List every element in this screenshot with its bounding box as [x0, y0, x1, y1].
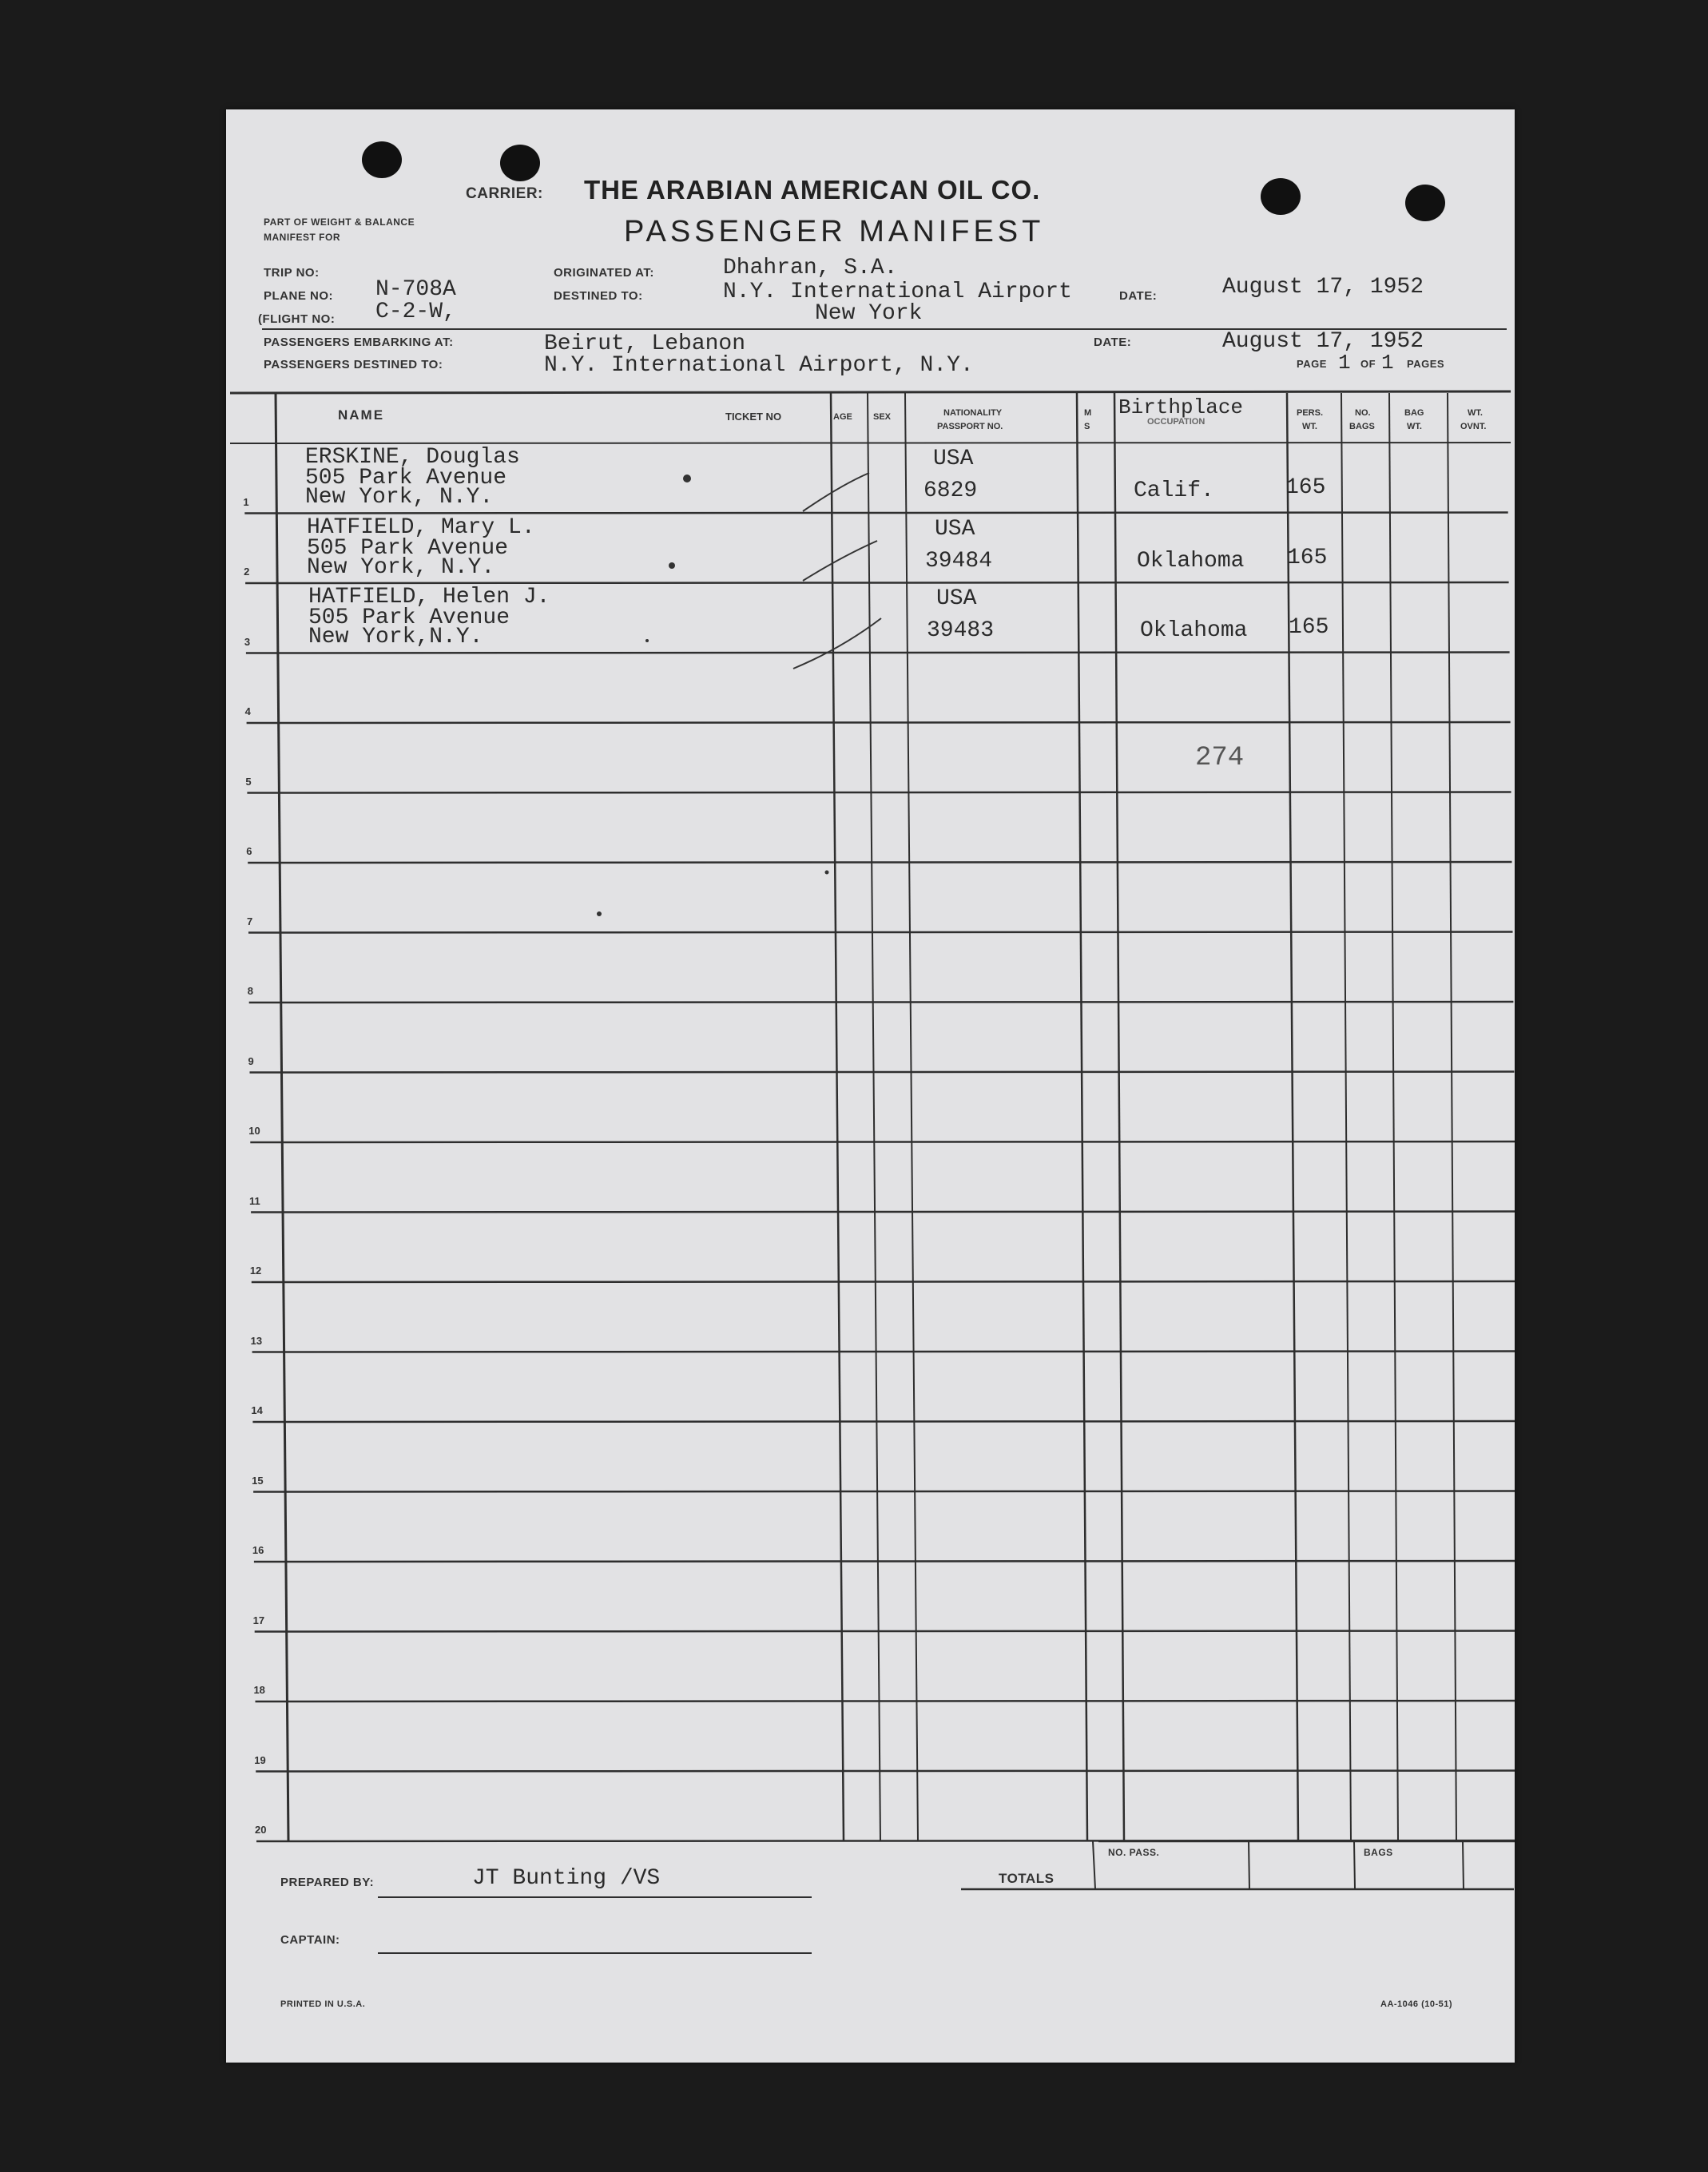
col-bag-wt: WT.	[1407, 422, 1422, 431]
row-number: 3	[244, 635, 251, 648]
carrier-label: CARRIER:	[466, 185, 543, 202]
col-no: NO.	[1355, 408, 1371, 418]
row-number: 13	[250, 1334, 263, 1347]
flight-label: (FLIGHT NO:	[258, 312, 336, 326]
row-number: 5	[245, 775, 252, 788]
plane-value: N-708A	[375, 277, 456, 302]
row-divider	[252, 1281, 1515, 1282]
passenger-name: HATFIELD, Helen J.	[308, 585, 550, 610]
col-occupation: OCCUPATION	[1147, 417, 1206, 427]
passenger-birthplace: Calif.	[1134, 478, 1214, 503]
passenger-address-2: New York, N.Y.	[307, 554, 495, 580]
plane-label: PLANE NO:	[264, 289, 333, 303]
col-passport: PASSPORT NO.	[937, 422, 1003, 431]
pages-label: PAGES	[1407, 358, 1445, 370]
prepared-value: JT Bunting /VS	[472, 1866, 661, 1891]
page-value: 1	[1338, 351, 1351, 375]
passenger-passport: 39484	[925, 548, 993, 574]
totals-label: TOTALS	[999, 1871, 1055, 1886]
passenger-address-2: New York,N.Y.	[308, 625, 483, 649]
part-of-label: PART OF WEIGHT & BALANCE	[264, 216, 415, 228]
destined-value: N.Y. International Airport	[723, 280, 1072, 304]
row-number: 16	[252, 1544, 264, 1556]
page-label: PAGE	[1297, 358, 1327, 370]
passenger-weight: 165	[1285, 475, 1326, 500]
row-number: 9	[248, 1054, 254, 1067]
no-pass-label: NO. PASS.	[1108, 1847, 1160, 1858]
col-bag: BAG	[1404, 408, 1424, 418]
row-number: 1	[243, 495, 249, 508]
col-ovnt: OVNT.	[1460, 422, 1487, 431]
embarking-label: PASSENGERS EMBARKING AT:	[264, 336, 454, 349]
passenger-weight: 165	[1289, 615, 1329, 640]
manifest-sheet	[226, 109, 1515, 2063]
passenger-nationality: USA	[933, 447, 974, 471]
passenger-weight: 165	[1287, 545, 1328, 570]
row-divider	[255, 1631, 1515, 1632]
col-ms-s: S	[1084, 422, 1090, 431]
row-divider	[256, 1771, 1515, 1772]
row-number: 15	[252, 1474, 264, 1487]
passenger-nationality: USA	[936, 586, 977, 611]
page-title: PASSENGER MANIFEST	[624, 215, 1045, 248]
col-pers: PERS.	[1297, 408, 1324, 418]
col-pers-wt: WT.	[1302, 422, 1317, 431]
row-divider	[254, 1561, 1515, 1562]
col-sex: SEX	[873, 412, 892, 422]
pdestined-value: N.Y. International Airport, N.Y.	[544, 353, 974, 378]
row-divider	[252, 1421, 1515, 1422]
row-divider	[251, 1212, 1515, 1213]
col-name: NAME	[338, 407, 385, 423]
col-ticket: TICKET NO	[725, 411, 782, 423]
row-number: 7	[246, 915, 253, 927]
col-age: AGE	[833, 412, 852, 422]
form-number: AA-1046 (10-51)	[1380, 1999, 1453, 2009]
captain-label: CAPTAIN:	[280, 1933, 340, 1947]
row-divider	[249, 1002, 1514, 1003]
passenger-address-1: 505 Park Avenue	[308, 606, 510, 630]
of-label: OF	[1360, 358, 1376, 370]
passenger-address-1: 505 Park Avenue	[307, 535, 509, 561]
pdestined-label: PASSENGERS DESTINED TO:	[264, 358, 443, 371]
row-number: 14	[251, 1404, 263, 1416]
embarking-value: Beirut, Lebanon	[544, 332, 746, 356]
passenger-address-2: New York, N.Y.	[305, 485, 494, 510]
passenger-name: HATFIELD, Mary L.	[307, 514, 535, 540]
col-birthplace: Birthplace	[1118, 395, 1244, 419]
passenger-passport: 6829	[924, 478, 978, 503]
printed-label: PRINTED IN U.S.A.	[280, 1999, 366, 2009]
row-number: 10	[248, 1125, 260, 1137]
date2-label: DATE:	[1094, 336, 1132, 349]
row-divider	[247, 722, 1511, 723]
row-divider	[245, 582, 1509, 583]
row-number: 6	[246, 845, 252, 857]
passenger-birthplace: Oklahoma	[1140, 618, 1248, 643]
row-number: 4	[244, 705, 251, 717]
col-nationality: NATIONALITY	[943, 408, 1003, 418]
originated-label: ORIGINATED AT:	[554, 266, 654, 280]
bags-label: BAGS	[1364, 1847, 1393, 1858]
trip-label: TRIP NO:	[264, 266, 320, 280]
col-wt: WT.	[1468, 408, 1483, 418]
originated-value: Dhahran, S.A.	[723, 256, 898, 280]
passenger-birthplace: Oklahoma	[1137, 548, 1245, 574]
passenger-nationality: USA	[935, 516, 975, 542]
row-number: 20	[255, 1824, 267, 1836]
row-number: 17	[252, 1614, 265, 1626]
flight-value: C-2-W,	[375, 300, 456, 324]
passenger-passport: 39483	[927, 618, 995, 643]
manifest-grid	[226, 109, 1515, 2063]
row-number: 8	[247, 985, 253, 997]
row-number: 11	[249, 1194, 260, 1207]
of-value: 1	[1381, 351, 1394, 375]
date-value: August 17, 1952	[1222, 275, 1424, 300]
row-divider	[256, 1840, 1515, 1841]
manifest-for-label: MANIFEST FOR	[264, 232, 340, 243]
row-divider	[253, 1491, 1515, 1492]
row-divider	[247, 792, 1511, 793]
passenger-name: ERSKINE, Douglas	[305, 445, 520, 470]
row-divider	[248, 932, 1513, 933]
carrier-name: THE ARABIAN AMERICAN OIL CO.	[584, 175, 1041, 204]
prepared-label: PREPARED BY:	[280, 1876, 375, 1889]
col-ms-m: M	[1084, 408, 1092, 418]
row-divider	[248, 862, 1511, 863]
date-label: DATE:	[1119, 289, 1158, 303]
row-number: 2	[244, 566, 250, 578]
destined-label: DESTINED TO:	[554, 289, 643, 303]
row-number: 18	[253, 1684, 265, 1696]
date2-value: August 17, 1952	[1222, 329, 1424, 354]
stamp-number: 274	[1195, 743, 1245, 773]
row-number: 19	[254, 1753, 266, 1766]
passenger-address-1: 505 Park Avenue	[305, 466, 507, 490]
row-divider	[250, 1072, 1515, 1073]
destined-value-2: New York	[815, 301, 923, 326]
col-bags: BAGS	[1349, 422, 1375, 431]
row-divider	[244, 513, 1507, 514]
row-number: 12	[249, 1265, 262, 1277]
